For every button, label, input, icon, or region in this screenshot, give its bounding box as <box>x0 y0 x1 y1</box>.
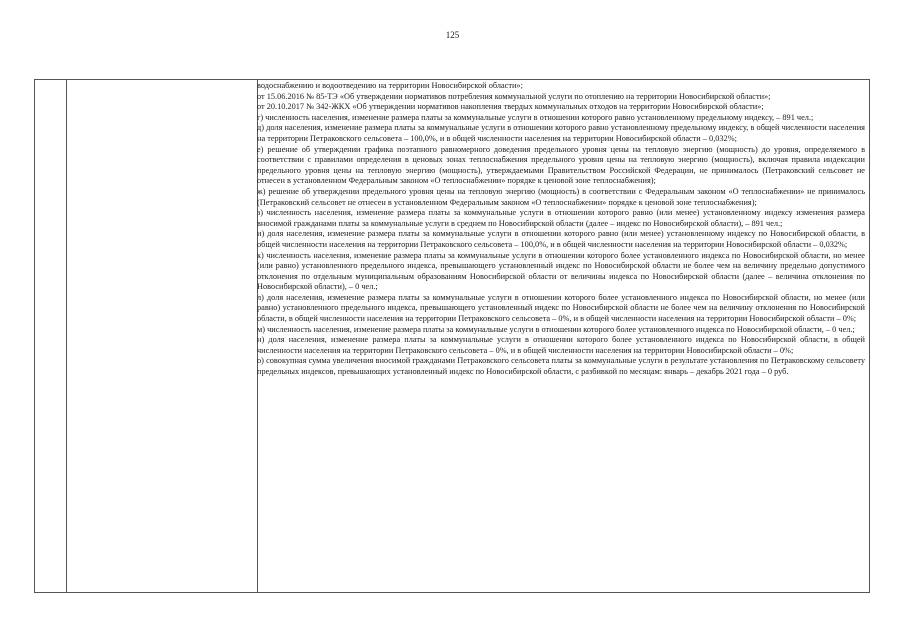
document-body <box>257 81 865 378</box>
paragraph: г) численность населения, изменение размера платы за коммунальные услуги в отношении которого равно установленному предельному индексу, – 891 чел.; <box>257 112 814 122</box>
paragraph: з) численность населения, изменение размера платы за коммунальные услуги в отношении которого равно (или менее) установленному индексу изменения размера вносимой гражданами платы за коммунальные услуги в среднем по Новосибирской области (далее – индекс по Новосибирской области), – 891 чел.; <box>257 208 865 228</box>
paragraph: д) доля населения, изменение размера платы за коммунальные услуги в отношении которого равно установленному предельному индексу, в общей численности населения на территории Петраковского сельсовета – 100,0%, и в общей численности населения на территории Новосибирской области – 0,032%; <box>257 123 865 143</box>
paragraph: н) доля населения, изменение размера платы за коммунальные услуги в отношении которого более установленного индекса по Новосибирской области, в общей численности населения на территории Петраковского сельсовета – 0%, и в общей численности населения на территории Новосибирской области – 0%; <box>257 335 865 355</box>
paragraph: о) совокупная сумма увеличения вносимой гражданами Петраковского сельсовета платы за коммунальные услуги в результате установления по Петраковскому сельсовету предельных индексов, превышающих установленный индекс по Новосибирской области, с разбивкой по месяцам: январь – декабрь 2021 года – 0 руб. <box>257 356 865 377</box>
paragraph: водоснабжению и водоотведению на территории Новосибирской области»; <box>257 81 523 90</box>
paragraph: от 15.06.2016 № 85-ТЭ «Об утверждении нормативов потребления коммунальной услуги по отоплению на территории Новосибирской области»; <box>257 91 771 101</box>
paragraph: от 20.10.2017 № 342-ЖКХ «Об утверждении нормативов накопления твердых коммунальных отходов на территории Новосибирской области»; <box>257 102 764 112</box>
paragraph: к) численность населения, изменение размера платы за коммунальные услуги в отношении которого более установленного индекса по Новосибирской области, но менее (или равно) установленного предельного индекса, превышающего установленный индекс по Новосибирской области не более чем на величину предельно допустимого отклонения по отдельным муниципальным образованиям Новосибирской области от величины индекса по Новосибирской области (далее – величина отклонения по Новосибирской области), – 0 чел.; <box>257 250 865 292</box>
paragraph: и) доля населения, изменение размера платы за коммунальные услуги в отношении которого равно (или менее) установленному индексу по Новосибирской области, в общей численности населения на территории Петраковского сельсовета – 100,0%, и в общей численности населения на территории Новосибирской области – 0,032%; <box>257 229 865 249</box>
column-divider-1 <box>66 80 67 592</box>
paragraph: ж) решение об утверждении предельного уровня цены на тепловую энергию (мощность) в соответствии с Федеральным законом «О теплоснабжении» не принималось (Петраковский сельсовет не отнесен в установленном Федеральным законом «О теплоснабжении» порядке к ценовой зоне теплоснабжения); <box>257 186 865 207</box>
paragraph: м) численность населения, изменение размера платы за коммунальные услуги в отношении которого более установленного индекса по Новосибирской области, – 0 чел.; <box>257 324 855 334</box>
paragraph: е) решение об утверждении графика поэтапного равномерного доведения предельного уровня цены на тепловую энергию (мощность) до уровня, определяемого в соответствии с правилами определения в ценовых зонах теплоснабжения предельного уровня цены на тепловую энергию (мощность), включая правила индексации предельного уровня цены на тепловую энергию (мощность), утверждаемыми Правительством Российской Федерации, не принималось (Петраковский сельсовет не отнесен в установленном Федеральным законом «О теплоснабжении» порядке к ценовой зоне теплоснабжения); <box>257 144 865 186</box>
page-number: 125 <box>445 30 460 40</box>
paragraph: л) доля населения, изменение размера платы за коммунальные услуги в отношении которого более установленного индекса по Новосибирской области, но менее (или равно) установленного предельного индекса, превышающего установленный индекс по Новосибирской области не более чем на величину отклонения по Новосибирской области, в общей численности населения на территории Петраковского сельсовета – 0%, и в общей численности населения на территории Новосибирской области – 0%; <box>257 292 865 324</box>
